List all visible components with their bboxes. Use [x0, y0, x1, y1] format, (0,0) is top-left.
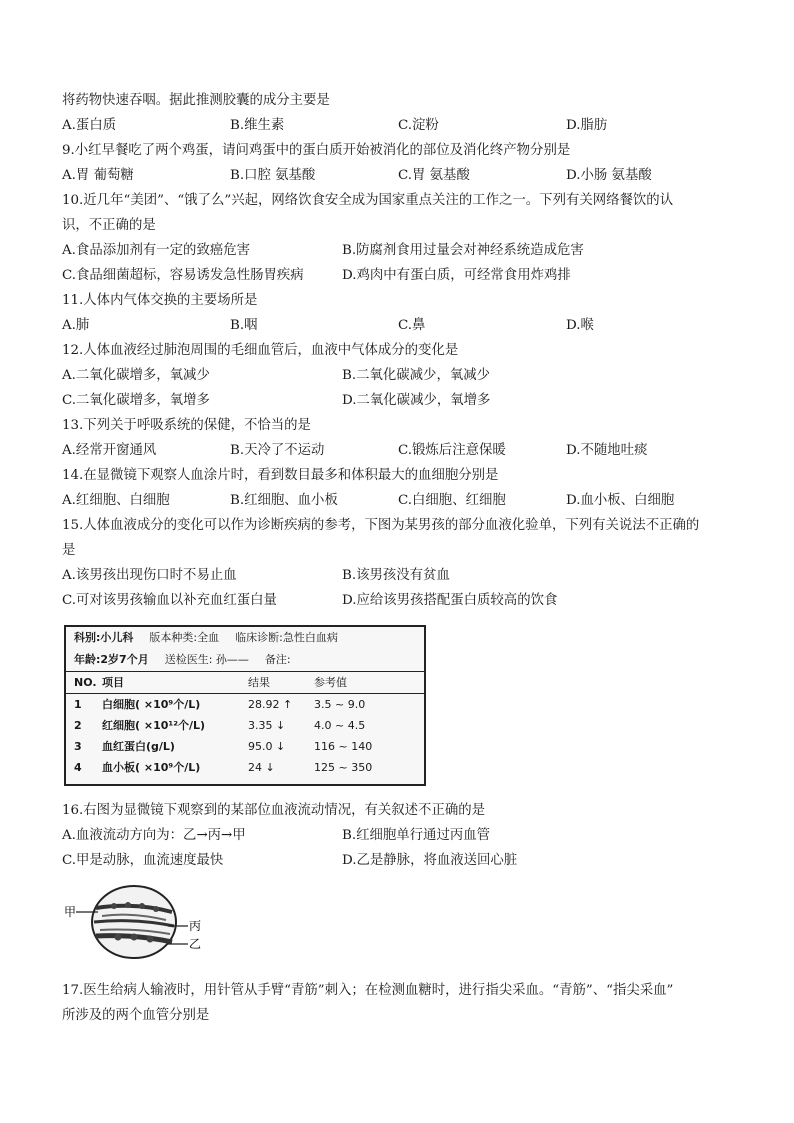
option-a: A.蛋白质	[62, 118, 117, 133]
option-c: C.白细胞、红细胞	[398, 493, 506, 508]
option-d: D.脂肪	[566, 118, 608, 133]
q16-options-cd	[62, 848, 742, 873]
option-b: B.红细胞单行通过丙血管	[342, 828, 491, 843]
option-a: A.该男孩出现伤口时不易止血	[62, 568, 237, 583]
exam-page-cont	[62, 798, 742, 873]
table-row: 4 血小板( ×10⁹个/L) 24 ↓ 125 ~ 350	[74, 761, 373, 774]
option-d: D.乙是静脉，将血液送回心脏	[342, 853, 518, 868]
option-a: A.二氧化碳增多，氧减少	[62, 368, 210, 383]
option-a: A.胃 葡萄糖	[62, 168, 134, 183]
option-a: A.红细胞、白细胞	[62, 493, 170, 508]
q16-options-ab	[62, 823, 742, 848]
option-c: C.可对该男孩输血以补充血红蛋白量	[62, 593, 277, 608]
option-b: B.该男孩没有贫血	[342, 568, 450, 583]
q10-stem: 10.近几年“美团”、“饿了么”兴起，网络饮食安全成为国家重点关注的工作之一。下列有关网络餐饮的认	[62, 193, 674, 208]
option-a: A.血液流动方向为：乙→丙→甲	[62, 828, 246, 843]
report-header-1	[66, 627, 424, 649]
microscope-blood-flow-figure	[62, 882, 202, 962]
blood-vessel-diagram	[62, 882, 202, 962]
col-no: NO.	[74, 676, 97, 689]
option-d: D.鸡肉中有蛋白质，可经常食用炸鸡排	[342, 268, 571, 283]
option-c: C.胃 氨基酸	[398, 168, 470, 183]
q8-options	[62, 113, 742, 138]
option-b: B.红细胞、血小板	[230, 493, 338, 508]
option-b: B.防腐剂食用过量会对神经系统造成危害	[342, 243, 584, 258]
q11-stem: 11.人体内气体交换的主要场所是	[62, 293, 258, 308]
report-age: 年龄:2岁7个月	[74, 653, 149, 666]
report-header-2	[66, 649, 424, 671]
option-d: D.应给该男孩搭配蛋白质较高的饮食	[342, 593, 558, 608]
label-bing: 丙	[189, 919, 202, 933]
option-c: C.淀粉	[398, 118, 439, 133]
q12-stem: 12.人体血液经过肺泡周围的毛细血管后，血液中气体成分的变化是	[62, 343, 459, 358]
q15-stem-cont: 是	[62, 543, 76, 558]
q14-options	[62, 488, 742, 513]
option-d: D.小肠 氨基酸	[566, 168, 652, 183]
q15-options-ab	[62, 563, 742, 588]
q12-options-cd	[62, 388, 742, 413]
q17-stem: 17.医生给病人输液时，用针管从手臂“青筋”刺入；在检测血糖时，进行指尖采血。“青筋”、“指尖采血”	[62, 983, 674, 998]
q15-options-cd	[62, 588, 742, 613]
q8-stem-cont: 将药物快速吞咽。据此推测胶囊的成分主要是	[62, 93, 330, 108]
option-d: D.不随地吐痰	[566, 443, 648, 458]
option-c: C.鼻	[398, 318, 426, 333]
option-c: C.锻炼后注意保暖	[398, 443, 506, 458]
col-result: 结果	[248, 676, 270, 689]
option-b: B.口腔 氨基酸	[230, 168, 316, 183]
q17-stem-cont: 所涉及的两个血管分别是	[62, 1008, 210, 1023]
report-department: 科别:小儿科	[74, 631, 134, 644]
label-jia: 甲	[64, 905, 77, 919]
option-c: C.甲是动脉，血流速度最快	[62, 853, 224, 868]
option-a: A.经常开窗通风	[62, 443, 157, 458]
q11-options	[62, 313, 742, 338]
report-diagnosis: 临床诊断:急性白血病	[235, 631, 338, 644]
report-remarks: 备注:	[264, 653, 291, 666]
q10-stem-cont: 识，不正确的是	[62, 218, 156, 233]
q14-stem: 14.在显微镜下观察人血涂片时，看到数目最多和体积最大的血细胞分别是	[62, 468, 499, 483]
option-d: D.血小板、白细胞	[566, 493, 675, 508]
option-a: A.肺	[62, 318, 90, 333]
option-a: A.食品添加剂有一定的致癌危害	[62, 243, 251, 258]
option-b: B.天冷了不运动	[230, 443, 325, 458]
option-c: C.二氧化碳增多，氧增多	[62, 393, 210, 408]
option-b: B.二氧化碳减少，氧减少	[342, 368, 491, 383]
col-reference: 参考值	[314, 676, 347, 689]
exam-page-cont-2	[62, 978, 742, 1028]
exam-page	[62, 88, 742, 613]
q10-options-cd	[62, 263, 742, 288]
blood-test-report	[64, 625, 426, 786]
option-d: D.二氧化碳减少，氧增多	[342, 393, 491, 408]
q16-stem: 16.右图为显微镜下观察到的某部位血液流动情况，有关叙述不正确的是	[62, 803, 486, 818]
q13-stem: 13.下列关于呼吸系统的保健，不恰当的是	[62, 418, 311, 433]
q9-stem: 9.小红早餐吃了两个鸡蛋，请问鸡蛋中的蛋白质开始被消化的部位及消化终产物分别是	[62, 143, 571, 158]
option-c: C.食品细菌超标，容易诱发急性肠胃疾病	[62, 268, 304, 283]
q13-options	[62, 438, 742, 463]
table-row: 2 红细胞( ×10¹²个/L) 3.35 ↓ 4.0 ~ 4.5	[74, 719, 366, 732]
report-sample-type: 版本种类:全血	[149, 631, 220, 644]
q9-options	[62, 163, 742, 188]
table-row: 1 白细胞( ×10⁹个/L) 28.92 ↑ 3.5 ~ 9.0	[74, 698, 366, 711]
q15-stem: 15.人体血液成分的变化可以作为诊断疾病的参考，下图为某男孩的部分血液化验单，下列有关说法不正确的	[62, 518, 700, 533]
col-item: 项目	[102, 676, 124, 689]
report-doctor: 送检医生: 孙——	[164, 653, 249, 666]
q12-options-ab	[62, 363, 742, 388]
label-yi: 乙	[189, 937, 202, 951]
option-b: B.维生素	[230, 118, 285, 133]
table-row: 3 血红蛋白(g/L) 95.0 ↓ 116 ~ 140	[74, 740, 373, 753]
option-d: D.喉	[566, 318, 594, 333]
option-b: B.咽	[230, 318, 258, 333]
report-column-headers	[66, 672, 424, 693]
q10-options-ab	[62, 238, 742, 263]
